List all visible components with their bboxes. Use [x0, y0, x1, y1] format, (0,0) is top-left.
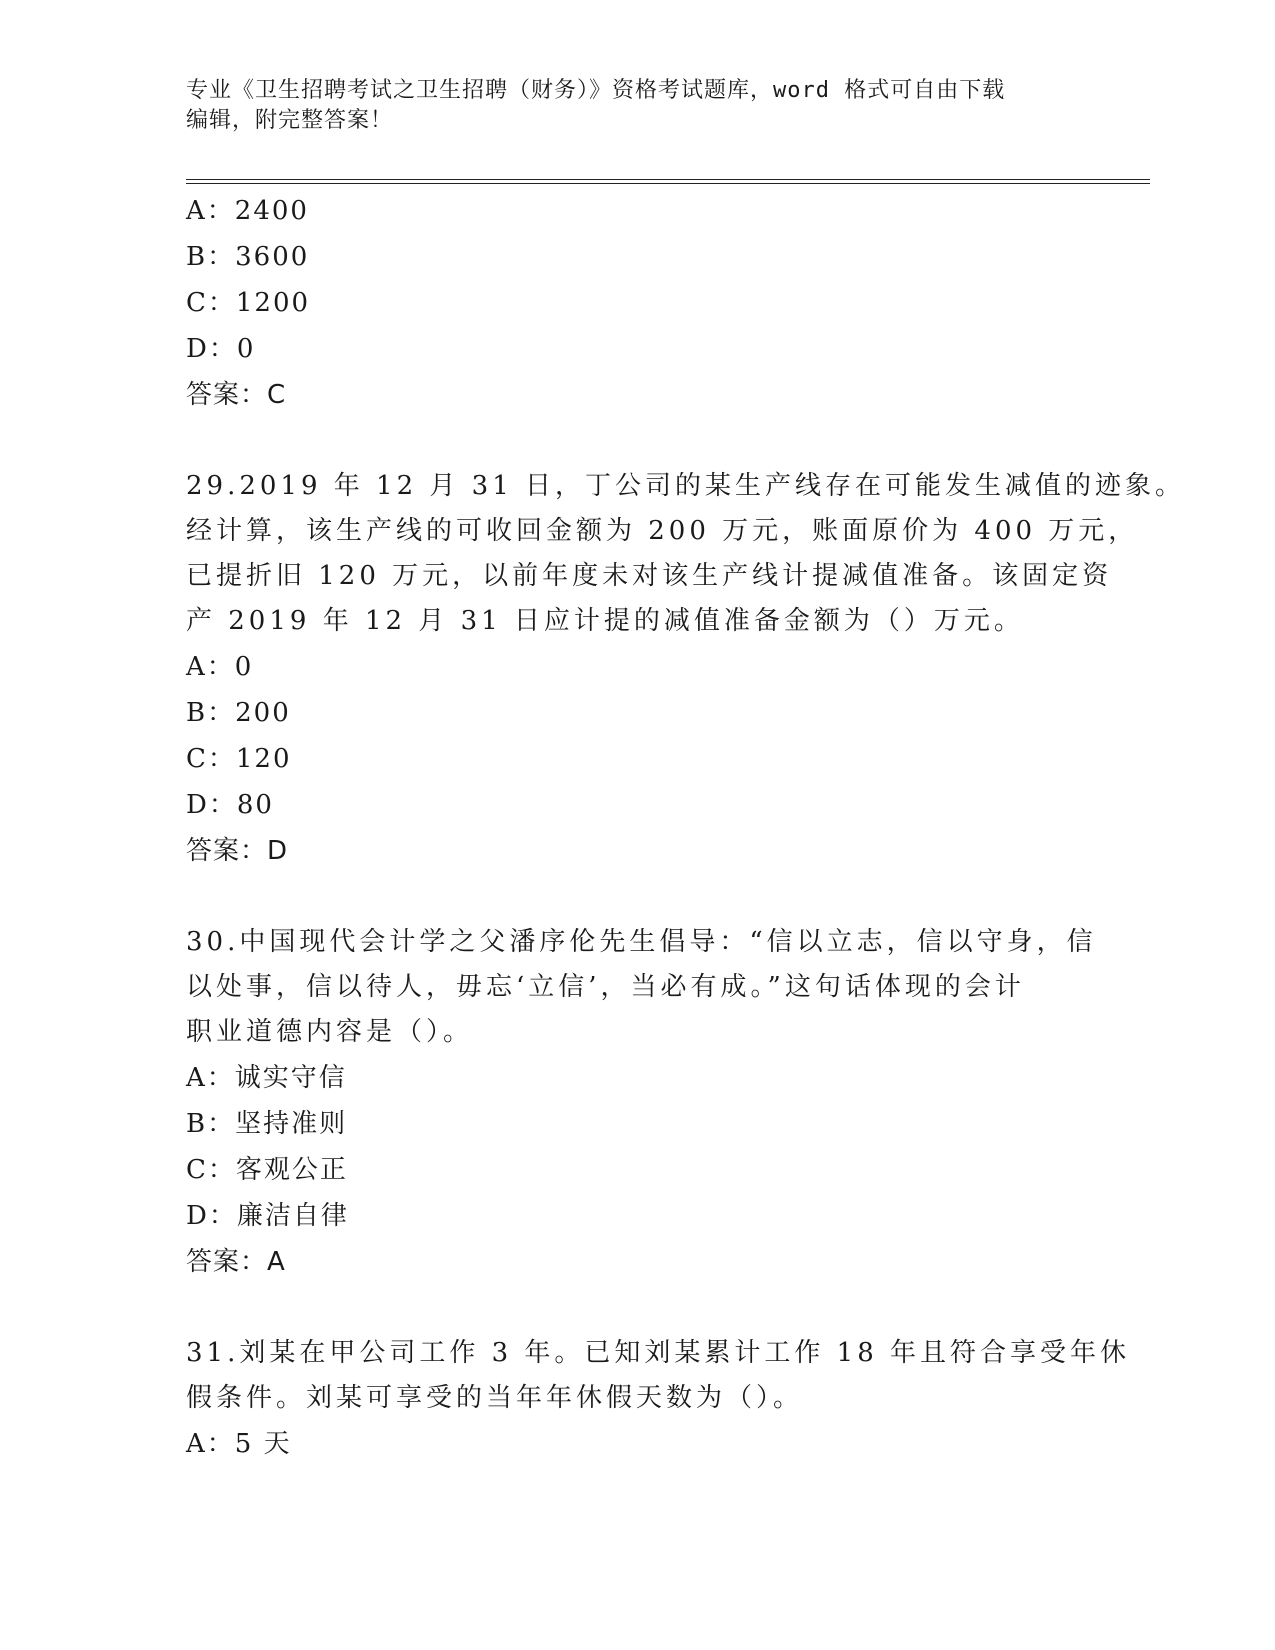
option-c: C：120 [186, 744, 292, 774]
option-c: C：客观公正 [186, 1155, 348, 1185]
option-b: B：3600 [186, 242, 310, 272]
option-d: D：廉洁自律 [186, 1201, 349, 1231]
spacer [186, 418, 1086, 464]
header-line-2: 编辑，附完整答案！ [186, 108, 394, 133]
option-b: B：坚持准则 [186, 1109, 348, 1139]
question-29 [186, 464, 1186, 874]
question-31 [186, 1331, 1131, 1467]
option-a: A：0 [186, 652, 254, 682]
option-a: A：5 天 [186, 1429, 292, 1459]
answer-line: 答案：C [186, 380, 287, 410]
question-text-line: 31.刘某在甲公司工作 3 年。已知刘某累计工作 18 年且符合享受年休 [186, 1338, 1131, 1368]
question-text-line: 假条件。刘某可享受的当年年休假天数为（）。 [186, 1383, 804, 1413]
option-c: C：1200 [186, 288, 311, 318]
question-text-line: 经计算，该生产线的可收回金额为 200 万元，账面原价为 400 万元， [186, 516, 1139, 546]
option-a: A：诚实守信 [186, 1063, 347, 1093]
header-line-1: 专业《卫生招聘考试之卫生招聘（财务）》资格考试题库，word 格式可自由下载 [186, 78, 1006, 103]
question-list [186, 188, 1186, 1467]
option-b: B：200 [186, 698, 291, 728]
question-text-line: 30.中国现代会计学之父潘序伦先生倡导：“信以立志，信以守身，信 [186, 927, 1097, 957]
question-text-line: 已提折旧 120 万元，以前年度未对该生产线计提减值准备。该固定资 [186, 561, 1113, 591]
document-header [186, 76, 1066, 136]
option-d: D：0 [186, 334, 256, 364]
answer-line: 答案：A [186, 1247, 286, 1277]
option-d: D：80 [186, 790, 274, 820]
header-divider-bottom [186, 183, 1150, 184]
answer-line: 答案：D [186, 836, 289, 866]
question-text-line: 职业道德内容是（）。 [186, 1017, 474, 1047]
header-divider-top [186, 179, 1150, 180]
spacer [186, 874, 1086, 920]
question-text-line: 29.2019 年 12 月 31 日，丁公司的某生产线存在可能发生减值的迹象。 [186, 471, 1186, 501]
question-text-line: 产 2019 年 12 月 31 日应计提的减值准备金额为（）万元。 [186, 606, 1024, 636]
option-a: A：2400 [186, 196, 309, 226]
question-30 [186, 920, 1097, 1285]
question-text-line: 以处事，信以待人，毋忘‘立信’，当必有成。”这句话体现的会计 [186, 972, 1025, 1002]
spacer [186, 1285, 1086, 1331]
question-28 [186, 188, 1086, 418]
